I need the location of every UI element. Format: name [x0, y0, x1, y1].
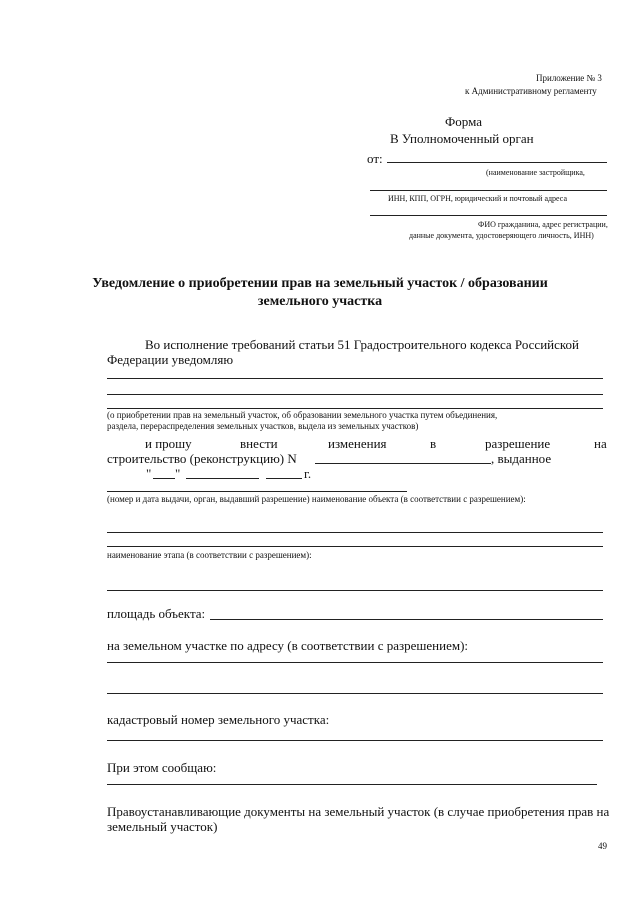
hint-acquire-2: раздела, перераспределения земельных участков, выдела из земельных участков)	[107, 421, 419, 431]
notify-line-3[interactable]	[107, 408, 603, 409]
cadastral-label: кадастровый номер земельного участка:	[107, 712, 330, 727]
object-name-line-1[interactable]	[107, 532, 603, 533]
docs-line2: земельный участок)	[107, 819, 218, 834]
address-line-2[interactable]	[107, 693, 603, 694]
date-year-label: г.	[304, 466, 312, 481]
stage-name-line[interactable]	[107, 590, 603, 591]
permit-number-field[interactable]	[315, 463, 491, 464]
hint-ids: ИНН, КПП, ОГРН, юридический и почтовый адреса	[388, 194, 568, 203]
request-word-3: изменения	[328, 436, 387, 451]
address-line-1[interactable]	[107, 662, 603, 663]
permit-issuer-line[interactable]	[107, 491, 407, 492]
inform-label: При этом сообщаю:	[107, 760, 217, 775]
request-word-6: на	[594, 436, 607, 451]
hint-person-2: данные документа, удостоверяющего личность, ИНН)	[409, 231, 594, 240]
date-quote-close: "	[175, 466, 181, 481]
intro-line2: Федерации уведомляю	[107, 352, 234, 367]
area-label: площадь объекта:	[107, 606, 206, 621]
date-day-field[interactable]	[153, 478, 175, 479]
date-year-field[interactable]	[266, 478, 302, 479]
hint-stage: наименование этапа (в соответствии с разрешением):	[107, 550, 312, 560]
request-word-2: внести	[240, 436, 278, 451]
docs-line1: Правоустанавливающие документы на земельный участок (в случае приобретения прав на	[107, 804, 610, 819]
inform-line[interactable]	[107, 784, 597, 785]
addressee-to: В Уполномоченный орган	[390, 131, 534, 146]
from-label: от:	[367, 151, 383, 166]
notify-line-1[interactable]	[107, 378, 603, 379]
person-line[interactable]	[370, 215, 607, 216]
ids-line[interactable]	[370, 190, 607, 191]
notify-line-2[interactable]	[107, 394, 603, 395]
hint-permit: (номер и дата выдачи, орган, выдавший разрешение) наименование объекта (в соответствии с разрешением):	[107, 494, 526, 504]
page-number: 49	[598, 841, 607, 851]
appendix-reference: к Административному регламенту	[465, 86, 597, 96]
date-quote-open: "	[146, 466, 152, 481]
date-month-field[interactable]	[186, 478, 259, 479]
document-title-line2: земельного участка	[257, 294, 383, 309]
request-word-4: в	[430, 436, 437, 451]
form-label: Форма	[445, 114, 482, 129]
area-field[interactable]	[210, 619, 603, 620]
appendix-number: Приложение № 3	[536, 73, 602, 83]
document-title-line1: Уведомление о приобретении прав на земельный участок / образовании	[92, 276, 548, 291]
permit-suffix: , выданное	[491, 451, 552, 466]
hint-person-1: ФИО гражданина, адрес регистрации,	[478, 220, 608, 229]
hint-developer: (наименование застройщика,	[486, 168, 585, 177]
cadastral-field[interactable]	[107, 740, 603, 741]
permit-prefix: строительство (реконструкцию) N	[107, 451, 297, 466]
request-word-1: и прошу	[145, 436, 192, 451]
address-label: на земельном участке по адресу (в соответствии с разрешением):	[107, 638, 469, 653]
hint-acquire-1: (о приобретении прав на земельный участок, об образовании земельного участка путем объединения,	[107, 410, 498, 420]
request-word-5: разрешение	[485, 436, 551, 451]
intro-line1: Во исполнение требований статьи 51 Градостроительного кодекса Российской	[145, 337, 580, 352]
object-name-line-2[interactable]	[107, 546, 603, 547]
from-line[interactable]	[387, 162, 607, 163]
